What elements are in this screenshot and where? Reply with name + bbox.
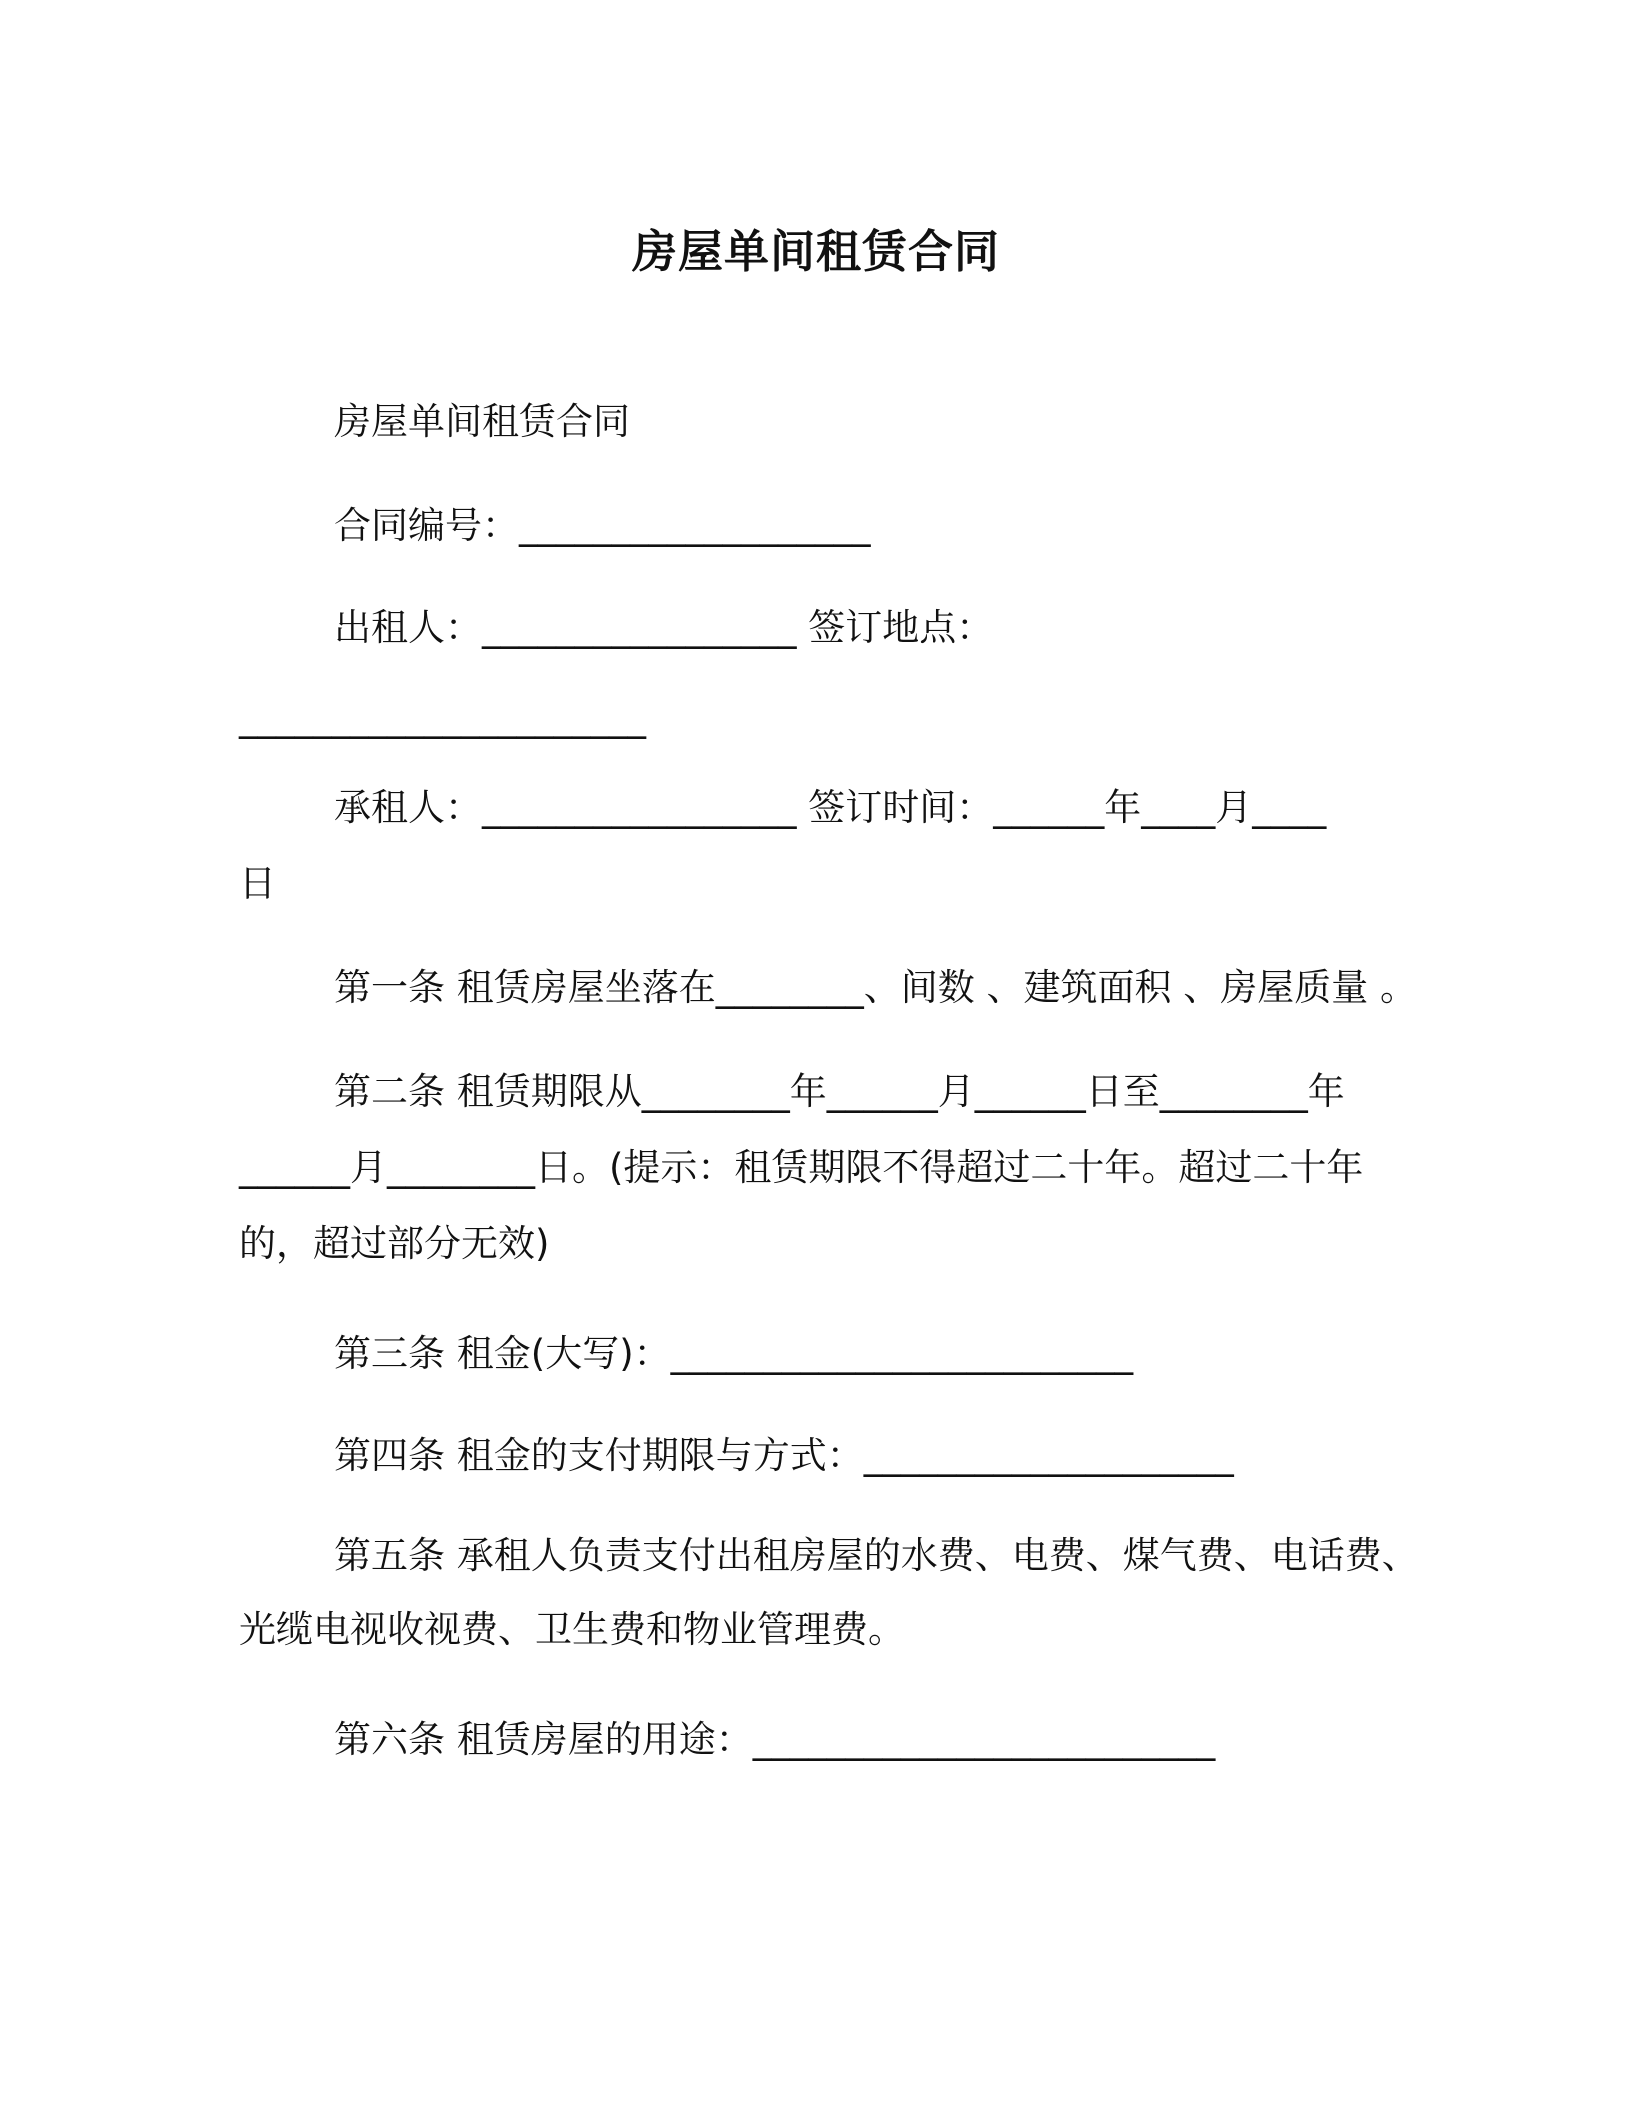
article-4: 第四条 租金的支付期限与方式：____________________ <box>334 1434 1234 1477</box>
article-2-line-1: 第二条 租赁期限从________年______月______日至________年 <box>334 1070 1345 1113</box>
signing-date-day: 日 <box>239 862 276 905</box>
lessor-and-signing-place: 出租人：_________________ 签订地点： <box>334 606 994 649</box>
article-6: 第六条 租赁房屋的用途：_________________________ <box>334 1718 1216 1761</box>
article-5-line-2: 光缆电视收视费、卫生费和物业管理费。 <box>239 1608 905 1651</box>
article-5-line-1: 第五条 承租人负责支付出租房屋的水费、电费、煤气费、电话费、 <box>334 1534 1419 1577</box>
article-2-line-3: 的，超过部分无效) <box>239 1222 550 1265</box>
article-2-line-2: ______月________日。(提示：租赁期限不得超过二十年。超过二十年 <box>239 1146 1364 1189</box>
article-3: 第三条 租金(大写)：_________________________ <box>334 1332 1134 1375</box>
contract-number-field: 合同编号：___________________ <box>334 504 871 547</box>
lessee-and-signing-date: 承租人：_________________ 签订时间：______年____月____ <box>334 786 1327 829</box>
contract-heading: 房屋单间租赁合同 <box>334 400 630 443</box>
article-1: 第一条 租赁房屋坐落在________、间数 、建筑面积 、房屋质量 。 <box>334 966 1418 1009</box>
signing-place-blank: ______________________ <box>239 696 646 739</box>
document-title: 房屋单间租赁合同 <box>631 225 1000 278</box>
